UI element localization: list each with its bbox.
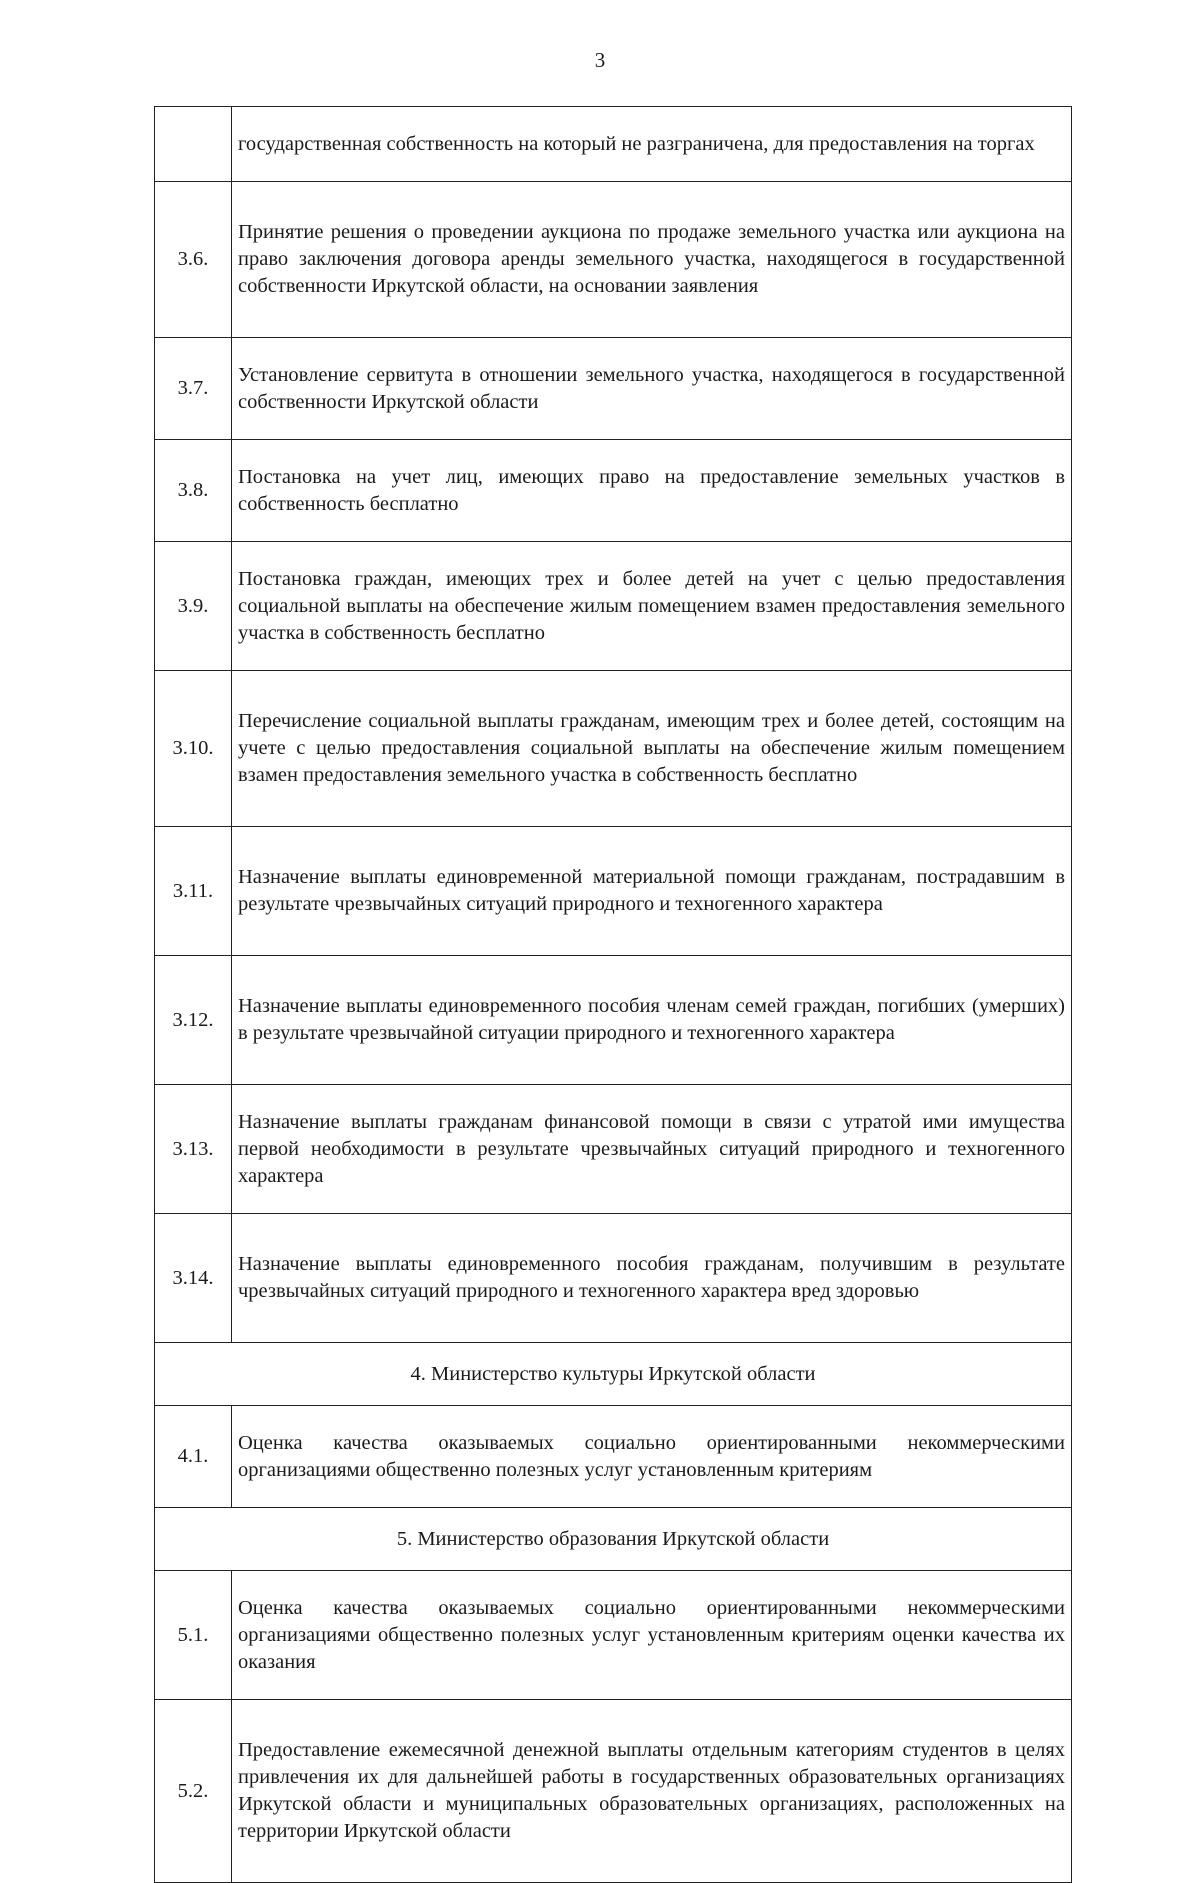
- row-text: Постановка граждан, имеющих трех и более детей на учет с целью предоставления социальной выплаты на обеспечение жилым помещением взамен предоставления земельного участка в собственность бесплатно: [232, 542, 1072, 671]
- table-row: [155, 338, 1072, 440]
- row-number: 3.13.: [155, 1085, 232, 1214]
- row-text: Назначение выплаты единовременного пособия гражданам, получившим в результате чрезвычайных ситуаций природного и техногенного характера вред здоровью: [232, 1214, 1072, 1343]
- row-text: Назначение выплаты единовременного пособия членам семей граждан, погибших (умерших) в результате чрезвычайной ситуации природного и техногенного характера: [232, 956, 1072, 1085]
- row-text: Назначение выплаты гражданам финансовой помощи в связи с утратой ими имущества первой необходимости в результате чрезвычайных ситуаций природного и техногенного характера: [232, 1085, 1072, 1214]
- row-number: 4.1.: [155, 1406, 232, 1508]
- row-text: Постановка на учет лиц, имеющих право на предоставление земельных участков в собственность бесплатно: [232, 440, 1072, 542]
- section-title: 4. Министерство культуры Иркутской области: [155, 1343, 1072, 1406]
- row-text: Предоставление ежемесячной денежной выплаты отдельным категориям студентов в целях привлечения их для дальнейшей работы в государственных образовательных организациях Иркутской области и муниципальных образовательных организациях, расположенных на территории Иркутской области: [232, 1700, 1072, 1883]
- row-number: 3.14.: [155, 1214, 232, 1343]
- section-header-row: [155, 1343, 1072, 1406]
- row-number: 3.10.: [155, 671, 232, 827]
- services-table: [154, 106, 1072, 1883]
- row-text: Назначение выплаты единовременной материальной помощи гражданам, пострадавшим в результате чрезвычайных ситуаций природного и техногенного характера: [232, 827, 1072, 956]
- table-row: [155, 671, 1072, 827]
- row-number: 3.12.: [155, 956, 232, 1085]
- section-title: 5. Министерство образования Иркутской области: [155, 1508, 1072, 1571]
- table-row: [155, 1085, 1072, 1214]
- table-row: [155, 956, 1072, 1085]
- table-row: [155, 1700, 1072, 1883]
- page-number: 3: [594, 48, 606, 72]
- row-text: Перечисление социальной выплаты гражданам, имеющим трех и более детей, состоящим на учете с целью предоставления социальной выплаты на обеспечение жилым помещением взамен предоставления земельного участка в собственность бесплатно: [232, 671, 1072, 827]
- table-row: [155, 1406, 1072, 1508]
- row-number: 3.6.: [155, 182, 232, 338]
- row-number: [155, 107, 232, 182]
- row-number: 3.11.: [155, 827, 232, 956]
- table-row: [155, 182, 1072, 338]
- table-row: [155, 107, 1072, 182]
- row-text: Оценка качества оказываемых социально ориентированными некоммерческими организациями общественно полезных услуг установленным критериям оценки качества их оказания: [232, 1571, 1072, 1700]
- table-row: [155, 1571, 1072, 1700]
- table-row: [155, 827, 1072, 956]
- row-number: 5.1.: [155, 1571, 232, 1700]
- row-number: 3.8.: [155, 440, 232, 542]
- row-text: Принятие решения о проведении аукциона по продаже земельного участка или аукциона на право заключения договора аренды земельного участка, находящегося в государственной собственности Иркутской области, на основании заявления: [232, 182, 1072, 338]
- row-number: 5.2.: [155, 1700, 232, 1883]
- row-text: Установление сервитута в отношении земельного участка, находящегося в государственной собственности Иркутской области: [232, 338, 1072, 440]
- table-row: [155, 542, 1072, 671]
- row-text: Оценка качества оказываемых социально ориентированными некоммерческими организациями общественно полезных услуг установленным критериям: [232, 1406, 1072, 1508]
- table-row: [155, 1214, 1072, 1343]
- row-number: 3.7.: [155, 338, 232, 440]
- row-text: государственная собственность на который не разграничена, для предоставления на торгах: [232, 107, 1072, 182]
- table-row: [155, 440, 1072, 542]
- row-number: 3.9.: [155, 542, 232, 671]
- section-header-row: [155, 1508, 1072, 1571]
